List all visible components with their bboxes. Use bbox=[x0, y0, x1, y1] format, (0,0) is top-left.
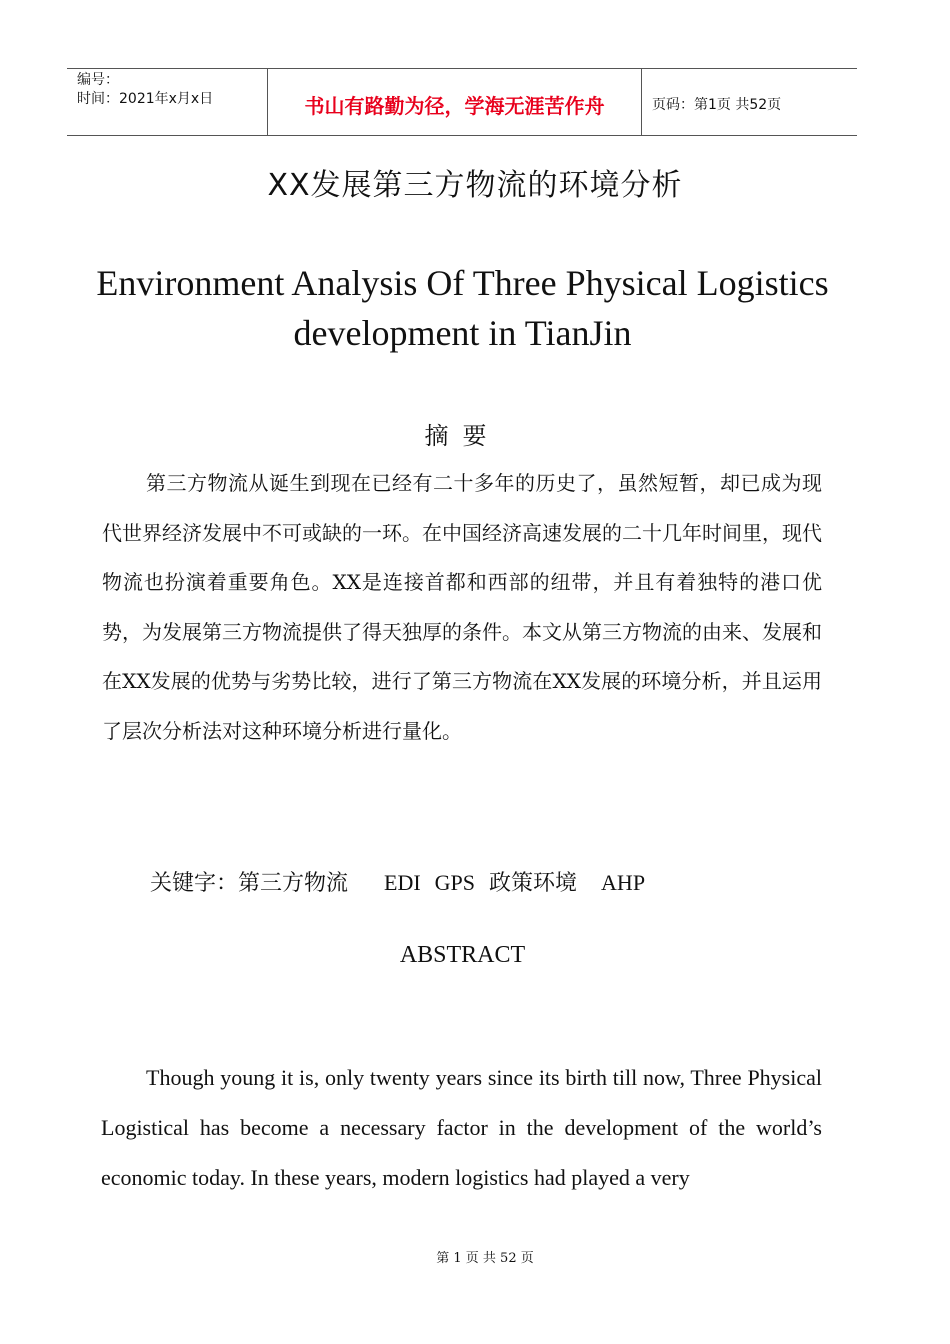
keyword-item: 政策环境 bbox=[489, 871, 578, 896]
abstract-heading-english: ABSTRACT bbox=[399, 942, 526, 968]
abstract-body-english: Though young it is, only twenty years since its birth till now, Three Physical Logistical has become a necessary factor in the development of the world’s economic today. In these years, modern logistics had played a very bbox=[101, 1065, 822, 1190]
header-motto: 书山有路勤为径，学海无涯苦作舟 bbox=[268, 69, 642, 135]
keyword-item: EDI bbox=[384, 870, 421, 895]
keywords-line bbox=[150, 866, 645, 897]
serial-number-label: 编号： bbox=[77, 72, 119, 88]
abstract-heading-chinese: 摘要 bbox=[424, 422, 501, 450]
date-label: 时间：2021年x月x日 bbox=[77, 91, 214, 107]
abstract-body-chinese: 第三方物流从诞生到现在已经有二十多年的历史了，虽然短暂，却已成为现代世界经济发展中不可或缺的一环。在中国经济高速发展的二十几年时间里，现代物流也扮演着重要角色。XX是连接首都和西部的纽带，并且有着独特的港口优势，为发展第三方物流提供了得天独厚的条件。本文从第三方物流的由来、发展和在XX发展的优势与劣势比较，进行了第三方物流在XX发展的环境分析，并且运用了层次分析法对这种环境分析进行量化。 bbox=[102, 471, 822, 743]
title-english-line-2: development in TianJin bbox=[293, 313, 632, 353]
title-english-line-1: Environment Analysis Of Three Physical Logistics bbox=[96, 263, 829, 303]
header-page-info: 页码：第1页 共52页 bbox=[652, 97, 782, 113]
keyword-item: AHP bbox=[601, 870, 646, 895]
document-title-chinese: XX发展第三方物流的环境分析 bbox=[267, 168, 683, 203]
keyword-item: GPS bbox=[434, 870, 476, 895]
keywords-label: 关键字：第三方物流 bbox=[150, 871, 349, 896]
page-footer: 第 1 页 共 52 页 bbox=[436, 1251, 534, 1266]
document-title-english bbox=[90, 258, 835, 358]
document-header-table bbox=[67, 68, 857, 136]
header-meta-cell bbox=[67, 69, 268, 135]
